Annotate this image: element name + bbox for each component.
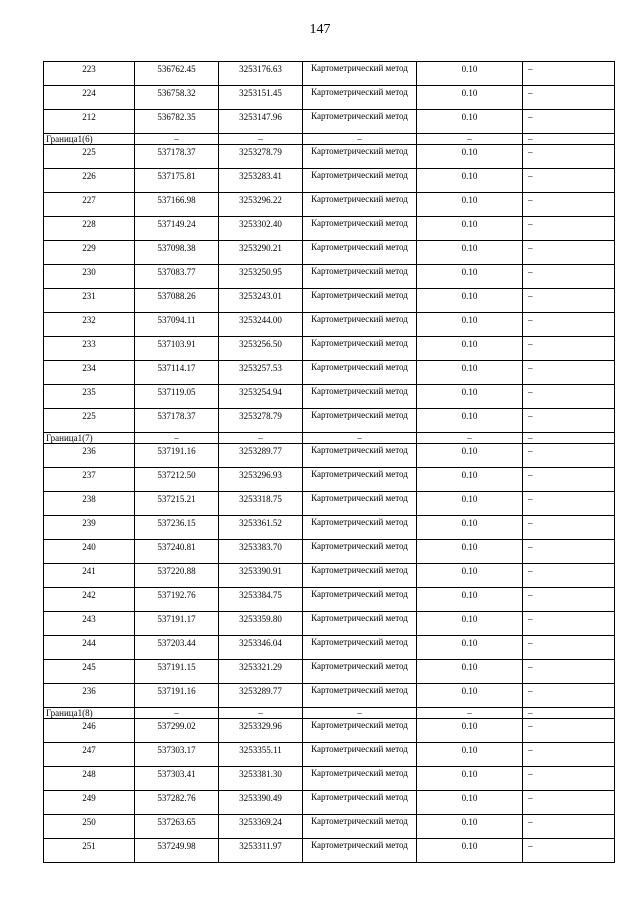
point-number-cell: 227 bbox=[44, 193, 135, 217]
note-cell: – bbox=[523, 588, 615, 612]
y-coordinate-cell: 3253383.70 bbox=[219, 540, 303, 564]
note-cell: – bbox=[523, 660, 615, 684]
x-coordinate-cell: 537303.41 bbox=[135, 767, 219, 791]
point-number-cell: 247 bbox=[44, 743, 135, 767]
method-cell: Картометрический метод bbox=[303, 540, 417, 564]
note-cell: – bbox=[523, 145, 615, 169]
point-number-cell: 244 bbox=[44, 636, 135, 660]
boundary-separator-row bbox=[44, 433, 615, 444]
table-row bbox=[44, 540, 615, 564]
method-cell: Картометрический метод bbox=[303, 684, 417, 708]
point-number-cell: 238 bbox=[44, 492, 135, 516]
y-coordinate-cell: 3253296.93 bbox=[219, 468, 303, 492]
point-number-cell: 241 bbox=[44, 564, 135, 588]
note-cell: – bbox=[523, 684, 615, 708]
boundary-label-cell: Граница1(8) bbox=[44, 708, 135, 719]
point-number-cell: 237 bbox=[44, 468, 135, 492]
accuracy-cell: 0.10 bbox=[417, 839, 523, 863]
table-row bbox=[44, 145, 615, 169]
accuracy-cell: 0.10 bbox=[417, 444, 523, 468]
accuracy-cell: 0.10 bbox=[417, 86, 523, 110]
x-coordinate-cell: 537192.76 bbox=[135, 588, 219, 612]
method-cell: Картометрический метод bbox=[303, 169, 417, 193]
accuracy-cell: 0.10 bbox=[417, 791, 523, 815]
point-number-cell: 246 bbox=[44, 719, 135, 743]
x-coordinate-cell: 537149.24 bbox=[135, 217, 219, 241]
y-coordinate-cell: 3253355.11 bbox=[219, 743, 303, 767]
method-cell: Картометрический метод bbox=[303, 516, 417, 540]
note-cell: – bbox=[523, 217, 615, 241]
x-coordinate-cell: 537098.38 bbox=[135, 241, 219, 265]
table-row bbox=[44, 839, 615, 863]
table-row bbox=[44, 767, 615, 791]
table-row bbox=[44, 385, 615, 409]
method-cell: Картометрический метод bbox=[303, 241, 417, 265]
y-coordinate-cell: 3253289.77 bbox=[219, 444, 303, 468]
x-coordinate-cell: 537282.76 bbox=[135, 791, 219, 815]
method-cell: Картометрический метод bbox=[303, 636, 417, 660]
point-number-cell: 230 bbox=[44, 265, 135, 289]
table-row bbox=[44, 86, 615, 110]
boundary-separator-row bbox=[44, 708, 615, 719]
x-coordinate-cell: 537088.26 bbox=[135, 289, 219, 313]
y-coordinate-cell: 3253384.75 bbox=[219, 588, 303, 612]
x-coordinate-cell: 536758.32 bbox=[135, 86, 219, 110]
coordinates-table-body bbox=[44, 62, 615, 863]
x-coordinate-cell: 537212.50 bbox=[135, 468, 219, 492]
x-coordinate-cell: 537178.37 bbox=[135, 145, 219, 169]
accuracy-cell: 0.10 bbox=[417, 492, 523, 516]
method-cell: Картометрический метод bbox=[303, 492, 417, 516]
method-cell: Картометрический метод bbox=[303, 337, 417, 361]
accuracy-cell: 0.10 bbox=[417, 409, 523, 433]
point-number-cell: 231 bbox=[44, 289, 135, 313]
table-row bbox=[44, 564, 615, 588]
note-cell: – bbox=[523, 516, 615, 540]
x-coordinate-cell: 537191.16 bbox=[135, 444, 219, 468]
y-coordinate-cell: – bbox=[219, 708, 303, 719]
y-coordinate-cell: 3253244.00 bbox=[219, 313, 303, 337]
x-coordinate-cell: 537119.05 bbox=[135, 385, 219, 409]
table-row bbox=[44, 588, 615, 612]
x-coordinate-cell: 537114.17 bbox=[135, 361, 219, 385]
note-cell: – bbox=[523, 265, 615, 289]
accuracy-cell: 0.10 bbox=[417, 337, 523, 361]
boundary-label-cell: Граница1(7) bbox=[44, 433, 135, 444]
note-cell: – bbox=[523, 612, 615, 636]
accuracy-cell: 0.10 bbox=[417, 588, 523, 612]
accuracy-cell: 0.10 bbox=[417, 516, 523, 540]
method-cell: Картометрический метод bbox=[303, 468, 417, 492]
method-cell: Картометрический метод bbox=[303, 660, 417, 684]
y-coordinate-cell: – bbox=[219, 134, 303, 145]
x-coordinate-cell: 537240.81 bbox=[135, 540, 219, 564]
table-row bbox=[44, 313, 615, 337]
note-cell: – bbox=[523, 815, 615, 839]
y-coordinate-cell: 3253346.04 bbox=[219, 636, 303, 660]
note-cell: – bbox=[523, 767, 615, 791]
y-coordinate-cell: 3253254.94 bbox=[219, 385, 303, 409]
x-coordinate-cell: – bbox=[135, 433, 219, 444]
method-cell: Картометрический метод bbox=[303, 385, 417, 409]
accuracy-cell: 0.10 bbox=[417, 145, 523, 169]
method-cell: Картометрический метод bbox=[303, 265, 417, 289]
y-coordinate-cell: 3253381.30 bbox=[219, 767, 303, 791]
y-coordinate-cell: 3253296.22 bbox=[219, 193, 303, 217]
table-row bbox=[44, 241, 615, 265]
table-row bbox=[44, 289, 615, 313]
accuracy-cell: 0.10 bbox=[417, 361, 523, 385]
y-coordinate-cell: 3253257.53 bbox=[219, 361, 303, 385]
y-coordinate-cell: 3253147.96 bbox=[219, 110, 303, 134]
point-number-cell: 234 bbox=[44, 361, 135, 385]
x-coordinate-cell: 537249.98 bbox=[135, 839, 219, 863]
note-cell: – bbox=[523, 169, 615, 193]
method-cell: Картометрический метод bbox=[303, 564, 417, 588]
boundary-separator-row bbox=[44, 134, 615, 145]
method-cell: Картометрический метод bbox=[303, 815, 417, 839]
table-row bbox=[44, 516, 615, 540]
note-cell: – bbox=[523, 540, 615, 564]
y-coordinate-cell: 3253278.79 bbox=[219, 409, 303, 433]
method-cell: Картометрический метод bbox=[303, 86, 417, 110]
y-coordinate-cell: 3253390.91 bbox=[219, 564, 303, 588]
accuracy-cell: 0.10 bbox=[417, 169, 523, 193]
point-number-cell: 212 bbox=[44, 110, 135, 134]
method-cell: Картометрический метод bbox=[303, 839, 417, 863]
method-cell: – bbox=[303, 134, 417, 145]
accuracy-cell: 0.10 bbox=[417, 265, 523, 289]
table-row bbox=[44, 169, 615, 193]
table-row bbox=[44, 337, 615, 361]
accuracy-cell: 0.10 bbox=[417, 193, 523, 217]
method-cell: Картометрический метод bbox=[303, 612, 417, 636]
method-cell: Картометрический метод bbox=[303, 289, 417, 313]
note-cell: – bbox=[523, 62, 615, 86]
note-cell: – bbox=[523, 409, 615, 433]
y-coordinate-cell: 3253318.75 bbox=[219, 492, 303, 516]
accuracy-cell: 0.10 bbox=[417, 241, 523, 265]
table-row bbox=[44, 62, 615, 86]
point-number-cell: 242 bbox=[44, 588, 135, 612]
method-cell: Картометрический метод bbox=[303, 62, 417, 86]
point-number-cell: 240 bbox=[44, 540, 135, 564]
method-cell: Картометрический метод bbox=[303, 110, 417, 134]
point-number-cell: 229 bbox=[44, 241, 135, 265]
note-cell: – bbox=[523, 193, 615, 217]
point-number-cell: 236 bbox=[44, 684, 135, 708]
x-coordinate-cell: 537191.17 bbox=[135, 612, 219, 636]
table-row bbox=[44, 110, 615, 134]
accuracy-cell: 0.10 bbox=[417, 743, 523, 767]
x-coordinate-cell: 537166.98 bbox=[135, 193, 219, 217]
table-row bbox=[44, 660, 615, 684]
y-coordinate-cell: 3253302.40 bbox=[219, 217, 303, 241]
table-row bbox=[44, 444, 615, 468]
note-cell: – bbox=[523, 337, 615, 361]
y-coordinate-cell: 3253359.80 bbox=[219, 612, 303, 636]
note-cell: – bbox=[523, 719, 615, 743]
note-cell: – bbox=[523, 564, 615, 588]
point-number-cell: 243 bbox=[44, 612, 135, 636]
y-coordinate-cell: 3253390.49 bbox=[219, 791, 303, 815]
note-cell: – bbox=[523, 492, 615, 516]
y-coordinate-cell: 3253361.52 bbox=[219, 516, 303, 540]
y-coordinate-cell: 3253278.79 bbox=[219, 145, 303, 169]
method-cell: – bbox=[303, 708, 417, 719]
method-cell: Картометрический метод bbox=[303, 588, 417, 612]
method-cell: Картометрический метод bbox=[303, 193, 417, 217]
accuracy-cell: 0.10 bbox=[417, 313, 523, 337]
x-coordinate-cell: 537178.37 bbox=[135, 409, 219, 433]
y-coordinate-cell: 3253329.96 bbox=[219, 719, 303, 743]
y-coordinate-cell: 3253176.63 bbox=[219, 62, 303, 86]
note-cell: – bbox=[523, 791, 615, 815]
point-number-cell: 251 bbox=[44, 839, 135, 863]
accuracy-cell: 0.10 bbox=[417, 217, 523, 241]
x-coordinate-cell: 537175.81 bbox=[135, 169, 219, 193]
note-cell: – bbox=[523, 468, 615, 492]
note-cell: – bbox=[523, 313, 615, 337]
y-coordinate-cell: 3253321.29 bbox=[219, 660, 303, 684]
y-coordinate-cell: 3253243.01 bbox=[219, 289, 303, 313]
x-coordinate-cell: – bbox=[135, 708, 219, 719]
accuracy-cell: 0.10 bbox=[417, 385, 523, 409]
x-coordinate-cell: 537236.15 bbox=[135, 516, 219, 540]
method-cell: Картометрический метод bbox=[303, 743, 417, 767]
note-cell: – bbox=[523, 289, 615, 313]
point-number-cell: 250 bbox=[44, 815, 135, 839]
method-cell: Картометрический метод bbox=[303, 145, 417, 169]
table-row bbox=[44, 265, 615, 289]
accuracy-cell: – bbox=[417, 433, 523, 444]
point-number-cell: 225 bbox=[44, 409, 135, 433]
point-number-cell: 224 bbox=[44, 86, 135, 110]
point-number-cell: 226 bbox=[44, 169, 135, 193]
table-row bbox=[44, 468, 615, 492]
x-coordinate-cell: 537083.77 bbox=[135, 265, 219, 289]
method-cell: Картометрический метод bbox=[303, 361, 417, 385]
x-coordinate-cell: 537263.65 bbox=[135, 815, 219, 839]
method-cell: Картометрический метод bbox=[303, 409, 417, 433]
x-coordinate-cell: 537191.15 bbox=[135, 660, 219, 684]
accuracy-cell: 0.10 bbox=[417, 660, 523, 684]
accuracy-cell: 0.10 bbox=[417, 767, 523, 791]
note-cell: – bbox=[523, 110, 615, 134]
accuracy-cell: 0.10 bbox=[417, 815, 523, 839]
y-coordinate-cell: 3253256.50 bbox=[219, 337, 303, 361]
note-cell: – bbox=[523, 636, 615, 660]
accuracy-cell: – bbox=[417, 708, 523, 719]
x-coordinate-cell: 537103.91 bbox=[135, 337, 219, 361]
table-row bbox=[44, 492, 615, 516]
accuracy-cell: 0.10 bbox=[417, 612, 523, 636]
method-cell: Картометрический метод bbox=[303, 719, 417, 743]
note-cell: – bbox=[523, 241, 615, 265]
point-number-cell: 232 bbox=[44, 313, 135, 337]
point-number-cell: 228 bbox=[44, 217, 135, 241]
y-coordinate-cell: 3253250.95 bbox=[219, 265, 303, 289]
method-cell: – bbox=[303, 433, 417, 444]
note-cell: – bbox=[523, 86, 615, 110]
accuracy-cell: 0.10 bbox=[417, 468, 523, 492]
accuracy-cell: 0.10 bbox=[417, 110, 523, 134]
method-cell: Картометрический метод bbox=[303, 767, 417, 791]
note-cell: – bbox=[523, 708, 615, 719]
table-row bbox=[44, 719, 615, 743]
method-cell: Картометрический метод bbox=[303, 444, 417, 468]
method-cell: Картометрический метод bbox=[303, 791, 417, 815]
boundary-label-cell: Граница1(6) bbox=[44, 134, 135, 145]
accuracy-cell: 0.10 bbox=[417, 540, 523, 564]
x-coordinate-cell: 537215.21 bbox=[135, 492, 219, 516]
y-coordinate-cell: 3253151.45 bbox=[219, 86, 303, 110]
y-coordinate-cell: – bbox=[219, 433, 303, 444]
coordinates-table bbox=[43, 61, 615, 863]
note-cell: – bbox=[523, 134, 615, 145]
method-cell: Картометрический метод bbox=[303, 313, 417, 337]
table-row bbox=[44, 612, 615, 636]
point-number-cell: 248 bbox=[44, 767, 135, 791]
x-coordinate-cell: 536782.35 bbox=[135, 110, 219, 134]
y-coordinate-cell: 3253289.77 bbox=[219, 684, 303, 708]
accuracy-cell: 0.10 bbox=[417, 636, 523, 660]
note-cell: – bbox=[523, 839, 615, 863]
accuracy-cell: 0.10 bbox=[417, 289, 523, 313]
method-cell: Картометрический метод bbox=[303, 217, 417, 241]
table-row bbox=[44, 684, 615, 708]
table-row bbox=[44, 361, 615, 385]
table-row bbox=[44, 815, 615, 839]
accuracy-cell: – bbox=[417, 134, 523, 145]
accuracy-cell: 0.10 bbox=[417, 62, 523, 86]
x-coordinate-cell: 537303.17 bbox=[135, 743, 219, 767]
accuracy-cell: 0.10 bbox=[417, 719, 523, 743]
x-coordinate-cell: 537203.44 bbox=[135, 636, 219, 660]
accuracy-cell: 0.10 bbox=[417, 564, 523, 588]
table-row bbox=[44, 743, 615, 767]
note-cell: – bbox=[523, 433, 615, 444]
x-coordinate-cell: 537191.16 bbox=[135, 684, 219, 708]
x-coordinate-cell: 537220.88 bbox=[135, 564, 219, 588]
point-number-cell: 245 bbox=[44, 660, 135, 684]
table-row bbox=[44, 409, 615, 433]
note-cell: – bbox=[523, 444, 615, 468]
x-coordinate-cell: 537299.02 bbox=[135, 719, 219, 743]
table-row bbox=[44, 791, 615, 815]
y-coordinate-cell: 3253283.41 bbox=[219, 169, 303, 193]
point-number-cell: 233 bbox=[44, 337, 135, 361]
point-number-cell: 235 bbox=[44, 385, 135, 409]
y-coordinate-cell: 3253311.97 bbox=[219, 839, 303, 863]
page-number: 147 bbox=[309, 22, 331, 37]
note-cell: – bbox=[523, 361, 615, 385]
note-cell: – bbox=[523, 385, 615, 409]
table-row bbox=[44, 217, 615, 241]
table-row bbox=[44, 636, 615, 660]
point-number-cell: 223 bbox=[44, 62, 135, 86]
point-number-cell: 249 bbox=[44, 791, 135, 815]
table-row bbox=[44, 193, 615, 217]
y-coordinate-cell: 3253369.24 bbox=[219, 815, 303, 839]
x-coordinate-cell: 537094.11 bbox=[135, 313, 219, 337]
y-coordinate-cell: 3253290.21 bbox=[219, 241, 303, 265]
point-number-cell: 225 bbox=[44, 145, 135, 169]
x-coordinate-cell: 536762.45 bbox=[135, 62, 219, 86]
x-coordinate-cell: – bbox=[135, 134, 219, 145]
point-number-cell: 239 bbox=[44, 516, 135, 540]
point-number-cell: 236 bbox=[44, 444, 135, 468]
accuracy-cell: 0.10 bbox=[417, 684, 523, 708]
note-cell: – bbox=[523, 743, 615, 767]
